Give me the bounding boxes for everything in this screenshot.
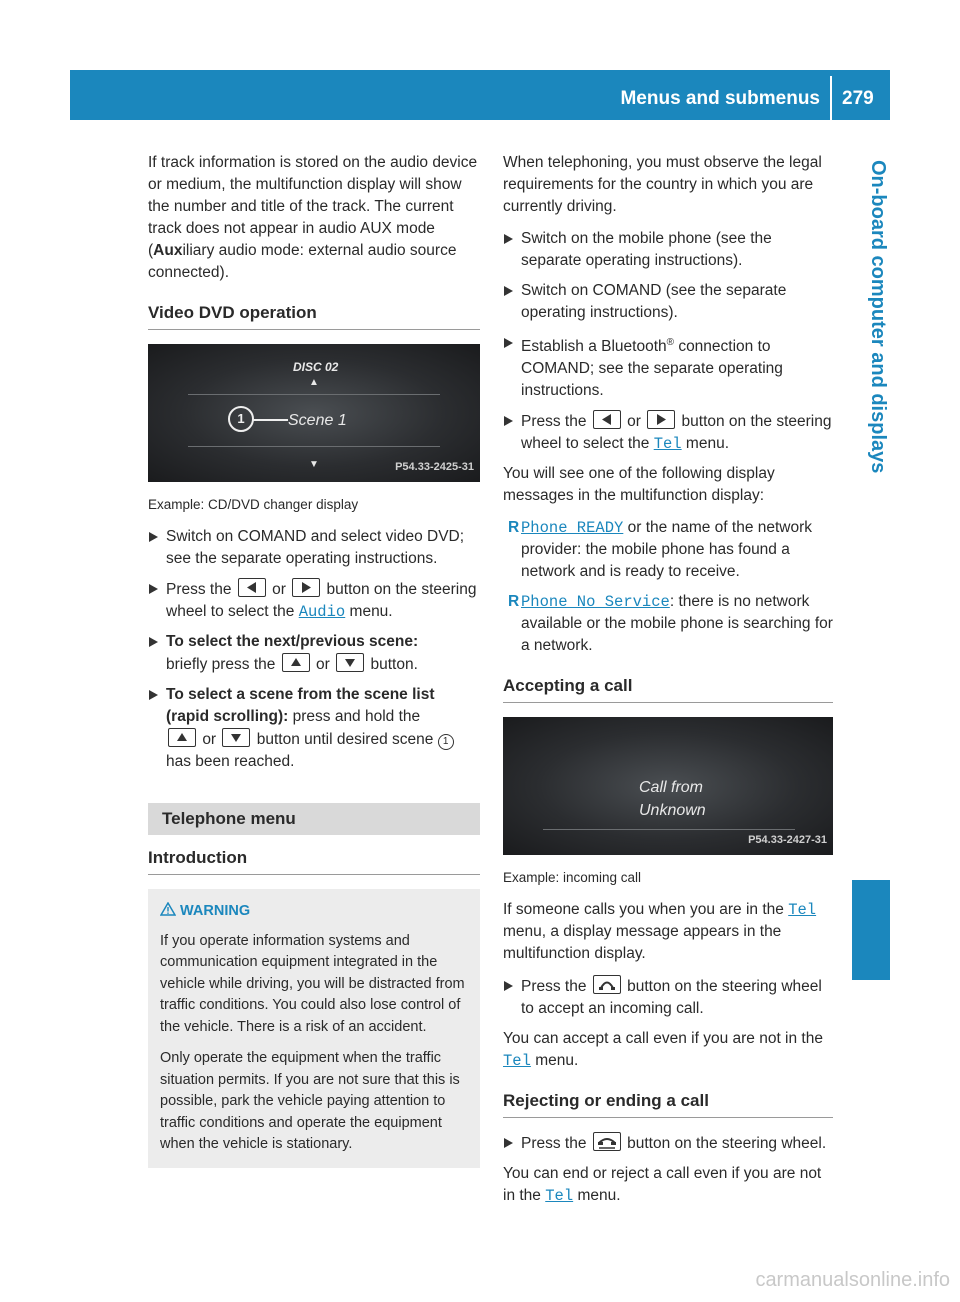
section-title: Menus and submenus [620,88,820,109]
list-item: R Phone READY or the name of the network provider: the mobile phone has found a network and is ready to receive. [508,519,813,581]
step-next-previous-scene: To select the next/previous scene: briefly press the or button. [148,631,480,676]
phone-ready-label: Phone READY [521,519,624,538]
video-dvd-heading: Video DVD operation [148,302,480,330]
phone-hangup-icon [593,1132,621,1151]
step-reject-call: Press the button on the steering wheel. [503,1132,833,1155]
display-divider [188,394,440,395]
tel-menu-label: Tel [503,1052,531,1071]
warning-text: If you operate information systems and communication equipment integrated in the vehicle while driving, you will be distracted from traffic conditions. You could also lose control of the vehicle. There is a risk of an accident. [160,932,465,1035]
right-button-icon [647,410,675,429]
accepting-call-heading: Accepting a call [503,675,833,703]
warning-text: Only operate the equipment when the traffic situation permits. If you are not sure that this is possible, park the vehicle paying attention to traffic conditions and operate the equipment when the vehicle is stationary. [160,1050,460,1152]
audio-menu-label: Audio [298,603,346,621]
warning-box [148,889,480,1168]
caller-name: Unknown [639,802,706,820]
display-caption: Example: incoming call [503,870,642,886]
warning-title: WARNING [160,901,466,923]
step-switch-on-comand: Switch on COMAND and select video DVD; see the separate operating instructions. [148,526,480,570]
image-code: P54.33-2425-31 [395,461,474,473]
call-from-label: Call from [639,779,704,797]
right-column [503,152,833,1217]
reject-note-paragraph: You can end or reject a call even if you are not in the Tel menu. [503,1165,822,1206]
incoming-call-display [503,717,833,855]
callout-leader-line [252,419,288,421]
warning-triangle-icon [160,902,176,916]
disc-label: DISC 02 [293,360,339,374]
tel-menu-label: Tel [788,901,817,920]
left-button-icon [593,410,621,429]
accept-note-paragraph: You can accept a call even if you are not in the Tel menu. [503,1030,823,1071]
left-button-icon [238,578,266,597]
tel-menu-label: Tel [545,1187,574,1206]
display-divider [188,446,440,447]
right-button-icon [292,578,320,597]
up-button-icon [168,728,196,747]
scene-label: Scene 1 [288,412,347,429]
display-messages-paragraph: You will see one of the following display messages in the multifunction display: [503,465,775,505]
cd-dvd-changer-display [148,344,480,482]
header-divider [830,76,832,120]
step-bluetooth: Establish a Bluetooth® connection to COMAND; see the separate operating instructions. [503,332,833,402]
phone-no-service-label: Phone No Service [521,593,670,612]
step-switch-on-comand: Switch on COMAND (see the separate operating instructions). [503,280,833,324]
chapter-tab-label: On-board computer and displays [867,160,889,474]
step-select-audio-menu: Press the or button on the steering wheel to select the Audio menu. [148,578,480,623]
step-switch-on-phone: Switch on the mobile phone (see the separate operating instructions). [503,228,833,272]
list-item: R Phone No Service: there is no network available or the mobile phone is searching for a network. [508,593,833,655]
phone-accept-icon [593,975,621,994]
intro-paragraph: If track information is stored on the audio device or medium, the multifunction display will show the number and title of the track. The current track does not appear in audio AUX mode (Auxiliary audio mode: external audio source connected). [148,154,478,281]
rejecting-call-heading: Rejecting or ending a call [503,1090,833,1118]
image-code: P54.33-2427-31 [748,834,827,847]
left-column [148,152,480,1168]
introduction-heading: Introduction [148,847,480,875]
down-arrow-icon: ▼ [309,459,319,470]
step-accept-call: Press the button on the steering wheel to accept an incoming call. [503,975,833,1020]
legal-paragraph: When telephoning, you must observe the legal requirements for the country in which you are currently driving. [503,154,822,215]
display-caption: Example: CD/DVD changer display [148,497,359,512]
callout-1-icon: 1 [438,734,454,750]
down-button-icon [222,728,250,747]
step-scene-list: To select a scene from the scene list (rapid scrolling): press and hold the or button until desired scene 1 has been reached. [148,684,480,773]
telephone-menu-bar: Telephone menu [148,803,480,835]
callout-1-icon: 1 [228,406,254,432]
up-arrow-icon: ▲ [309,377,319,388]
down-button-icon [336,653,364,672]
tel-menu-label: Tel [653,435,682,454]
page-number: 279 [842,88,874,109]
step-select-tel-menu: Press the or button on the steering wheel to select the Tel menu. [503,410,833,455]
watermark-url: carmanualsonline.info [755,1269,950,1291]
chapter-tab-marker [852,880,890,980]
up-button-icon [282,653,310,672]
incoming-call-paragraph: If someone calls you when you are in the Tel menu, a display message appears in the multifunction display. [503,901,817,963]
